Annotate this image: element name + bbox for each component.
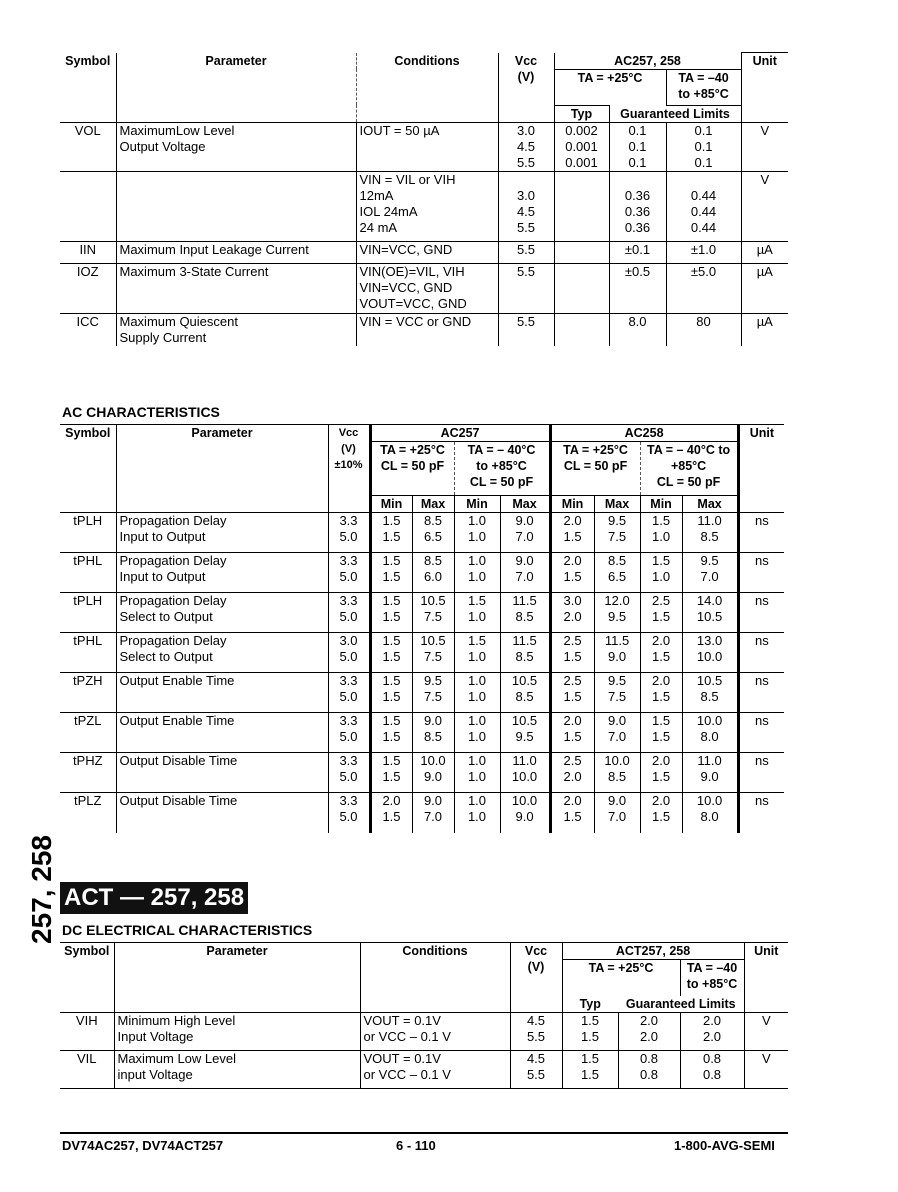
typ-cell: 0.002 0.001 0.001 bbox=[565, 122, 598, 170]
act-col-guaranteed: Guaranteed Limits bbox=[618, 996, 744, 1013]
value-cell: 2.0 1.5 bbox=[550, 553, 594, 593]
value-cell: 11.5 8.5 bbox=[500, 593, 550, 633]
vcc-cell: 5.5 bbox=[498, 313, 554, 346]
table-row bbox=[60, 713, 784, 753]
parameter-cell: Maximum Low Level input Voltage bbox=[114, 1050, 360, 1088]
symbol-cell: tPLH bbox=[60, 593, 116, 633]
ac-col-vcc: Vcc (V) ±10% bbox=[328, 425, 370, 513]
value-cell: 11.0 9.0 bbox=[682, 753, 738, 793]
limit-25c-cell: ±0.1 bbox=[609, 241, 666, 263]
symbol-cell: tPHL bbox=[60, 633, 116, 673]
value-cell: 10.0 9.0 bbox=[412, 753, 454, 793]
value-cell: 9.5 7.5 bbox=[412, 673, 454, 713]
unit-cell: ns bbox=[738, 713, 784, 753]
vcc-cell: 4.5 5.5 bbox=[510, 1012, 562, 1050]
table-row bbox=[60, 753, 784, 793]
symbol-cell: tPLH bbox=[60, 513, 116, 553]
table-row bbox=[60, 673, 784, 713]
value-cell: 2.5 1.5 bbox=[550, 633, 594, 673]
table-row bbox=[60, 593, 784, 633]
col-guaranteed: Guaranteed Limits bbox=[609, 105, 741, 122]
table-row bbox=[60, 1012, 788, 1050]
value-cell: 1.5 1.5 bbox=[370, 593, 412, 633]
value-cell: 12.0 9.5 bbox=[594, 593, 640, 633]
unit-cell: µA bbox=[756, 313, 773, 329]
symbol-cell: tPZL bbox=[60, 713, 116, 753]
value-cell: 1.0 1.0 bbox=[454, 553, 500, 593]
typ-cell bbox=[554, 263, 609, 313]
unit-cell: V bbox=[761, 1012, 771, 1028]
parameter-cell: Propagation Delay Input to Output bbox=[116, 553, 328, 593]
col-vcc: Vcc (V) bbox=[498, 53, 554, 123]
vcc-cell: 3.3 5.0 bbox=[339, 793, 358, 824]
limit-25c-cell: 2.0 2.0 bbox=[618, 1012, 680, 1050]
value-cell: 2.0 1.5 bbox=[550, 513, 594, 553]
vcc-cell: 4.5 5.5 bbox=[510, 1050, 562, 1088]
table-row bbox=[60, 793, 784, 833]
typ-cell bbox=[554, 313, 609, 346]
unit-cell: V bbox=[760, 171, 770, 187]
value-cell: 10.0 8.0 bbox=[682, 793, 738, 833]
unit-cell: ns bbox=[738, 753, 784, 793]
vcc-cell: 3.3 5.0 bbox=[339, 513, 358, 544]
unit-cell: V bbox=[761, 1050, 771, 1066]
typ-cell: 1.5 1.5 bbox=[580, 1050, 600, 1082]
table-row bbox=[60, 263, 788, 313]
value-cell: 14.0 10.5 bbox=[682, 593, 738, 633]
limit-25c-cell: 0.36 0.36 0.36 bbox=[609, 171, 666, 241]
col-ta25: TA = +25°C bbox=[554, 69, 666, 105]
dc-characteristics-table bbox=[60, 52, 788, 346]
value-cell: 9.0 7.0 bbox=[412, 793, 454, 833]
value-cell: 1.5 1.5 bbox=[370, 513, 412, 553]
table-row bbox=[60, 513, 784, 553]
act-dc-characteristics-table bbox=[60, 942, 788, 1089]
value-cell: 1.5 1.0 bbox=[454, 633, 500, 673]
value-cell: 9.0 7.0 bbox=[594, 713, 640, 753]
unit-cell: µA bbox=[756, 241, 773, 257]
footer-phone: 1-800-AVG-SEMI bbox=[674, 1138, 775, 1153]
value-cell: 1.5 1.5 bbox=[370, 753, 412, 793]
ac258-ta85: TA = – 40°C to +85°C CL = 50 pF bbox=[640, 442, 738, 496]
unit-cell: ns bbox=[738, 553, 784, 593]
vcc-cell: 3.3 5.0 bbox=[339, 673, 358, 704]
limit-25c-cell: 0.8 0.8 bbox=[618, 1050, 680, 1088]
limit-85c-cell: 0.1 0.1 0.1 bbox=[666, 122, 741, 171]
parameter-cell: Propagation Delay Select to Output bbox=[116, 593, 328, 633]
table-row bbox=[60, 171, 788, 241]
value-cell: 2.0 1.5 bbox=[550, 713, 594, 753]
limit-85c-cell: 2.0 2.0 bbox=[680, 1012, 744, 1050]
table-row bbox=[60, 633, 784, 673]
col-parameter: Parameter bbox=[116, 53, 356, 123]
value-cell: 10.5 8.5 bbox=[500, 673, 550, 713]
vcc-cell: 3.3 5.0 bbox=[339, 593, 358, 624]
side-part-label: 257, 258 bbox=[26, 835, 57, 944]
act-col-symbol: Symbol bbox=[60, 943, 114, 1013]
value-cell: 10.5 7.5 bbox=[412, 633, 454, 673]
symbol-cell: tPZH bbox=[60, 673, 116, 713]
value-cell: 1.5 1.5 bbox=[370, 633, 412, 673]
table-row bbox=[60, 313, 788, 346]
symbol-cell: ICC bbox=[60, 313, 116, 346]
typ-cell bbox=[554, 241, 609, 263]
value-cell: 9.0 8.5 bbox=[412, 713, 454, 753]
symbol-cell: VOL bbox=[60, 122, 116, 171]
conditions-cell: VIN = VIL or VIH 12mA IOL 24mA 24 mA bbox=[356, 171, 498, 241]
table-row bbox=[60, 553, 784, 593]
col-conditions: Conditions bbox=[356, 53, 498, 123]
parameter-cell bbox=[116, 171, 356, 241]
value-cell: 1.5 1.5 bbox=[640, 713, 682, 753]
value-cell: 1.0 1.0 bbox=[454, 793, 500, 833]
parameter-cell: MaximumLow Level Output Voltage bbox=[119, 122, 235, 154]
act-col-parameter: Parameter bbox=[114, 943, 360, 1013]
conditions-cell: VIN=VCC, GND bbox=[356, 241, 498, 263]
parameter-cell: Output Disable Time bbox=[116, 753, 328, 793]
value-cell: 10.5 9.5 bbox=[500, 713, 550, 753]
value-cell: 10.5 8.5 bbox=[682, 673, 738, 713]
limit-85c-cell: 0.44 0.44 0.44 bbox=[666, 171, 741, 241]
value-cell: 1.5 1.0 bbox=[454, 593, 500, 633]
parameter-cell: Propagation Delay Select to Output bbox=[116, 633, 328, 673]
value-cell: 10.0 8.0 bbox=[682, 713, 738, 753]
vcc-cell: 3.3 5.0 bbox=[339, 553, 358, 584]
limit-85c-cell: 0.8 0.8 bbox=[680, 1050, 744, 1088]
value-cell: 2.0 1.5 bbox=[550, 793, 594, 833]
ac-col-unit: Unit bbox=[738, 425, 784, 513]
conditions-cell: VIN(OE)=VIL, VIH VIN=VCC, GND VOUT=VCC, GND bbox=[356, 263, 498, 313]
parameter-cell: Maximum Input Leakage Current bbox=[119, 241, 309, 257]
vcc-cell: 3.0 5.0 bbox=[339, 633, 358, 664]
value-cell: 1.0 1.0 bbox=[454, 673, 500, 713]
symbol-cell: tPHL bbox=[60, 553, 116, 593]
parameter-cell: Propagation Delay Input to Output bbox=[116, 513, 328, 553]
value-cell: 11.5 8.5 bbox=[500, 633, 550, 673]
act-section-title: DC ELECTRICAL CHARACTERISTICS bbox=[62, 922, 313, 938]
value-cell: 9.5 7.0 bbox=[682, 553, 738, 593]
vcc-cell: 3.0 4.5 5.5 bbox=[498, 171, 554, 241]
parameter-cell: Maximum Quiescent Supply Current bbox=[119, 313, 238, 345]
col-ta85: TA = –40 to +85°C bbox=[666, 69, 741, 105]
ac258-min-25: Min bbox=[550, 496, 594, 513]
ac-col-ac258: AC258 bbox=[550, 425, 738, 442]
ac258-max-25: Max bbox=[594, 496, 640, 513]
value-cell: 2.0 1.5 bbox=[640, 673, 682, 713]
limit-25c-cell: 0.1 0.1 0.1 bbox=[609, 122, 666, 171]
unit-cell: ns bbox=[738, 793, 784, 833]
value-cell: 9.5 7.5 bbox=[594, 673, 640, 713]
value-cell: 2.0 1.5 bbox=[640, 753, 682, 793]
limit-85c-cell: ±5.0 bbox=[666, 263, 741, 313]
unit-cell: V bbox=[760, 122, 770, 138]
limit-25c-cell: 8.0 bbox=[609, 313, 666, 346]
value-cell: 10.0 8.5 bbox=[594, 753, 640, 793]
typ-cell: 1.5 1.5 bbox=[580, 1012, 600, 1044]
act-col-group: ACT257, 258 bbox=[562, 943, 744, 960]
symbol-cell: tPHZ bbox=[60, 753, 116, 793]
value-cell: 1.0 1.0 bbox=[454, 513, 500, 553]
value-cell: 2.5 2.0 bbox=[550, 753, 594, 793]
limit-85c-cell: 80 bbox=[666, 313, 741, 346]
value-cell: 8.5 6.5 bbox=[594, 553, 640, 593]
ac257-max-85: Max bbox=[500, 496, 550, 513]
value-cell: 9.0 7.0 bbox=[500, 553, 550, 593]
symbol-cell: IIN bbox=[60, 241, 116, 263]
value-cell: 10.0 9.0 bbox=[500, 793, 550, 833]
act-col-ta85: TA = –40 to +85°C bbox=[680, 960, 744, 996]
value-cell: 11.0 8.5 bbox=[682, 513, 738, 553]
ac258-min-85: Min bbox=[640, 496, 682, 513]
value-cell: 9.0 7.0 bbox=[500, 513, 550, 553]
act-col-conditions: Conditions bbox=[360, 943, 510, 1013]
ac-section-title: AC CHARACTERISTICS bbox=[62, 404, 220, 420]
vcc-cell: 3.0 4.5 5.5 bbox=[498, 122, 554, 171]
value-cell: 8.5 6.0 bbox=[412, 553, 454, 593]
value-cell: 10.5 7.5 bbox=[412, 593, 454, 633]
unit-cell: ns bbox=[738, 593, 784, 633]
ac257-ta25: TA = +25°C CL = 50 pF bbox=[370, 442, 454, 496]
symbol-cell bbox=[60, 171, 116, 241]
value-cell: 1.5 1.5 bbox=[370, 713, 412, 753]
value-cell: 1.0 1.0 bbox=[454, 753, 500, 793]
ac-col-symbol: Symbol bbox=[60, 425, 116, 513]
table-row bbox=[60, 241, 788, 263]
act-col-unit: Unit bbox=[754, 944, 779, 958]
footer-part-numbers: DV74AC257, DV74ACT257 bbox=[62, 1138, 224, 1153]
footer-rule bbox=[60, 1132, 788, 1134]
value-cell: 9.5 7.5 bbox=[594, 513, 640, 553]
vcc-cell: 3.3 5.0 bbox=[339, 713, 358, 744]
unit-cell: ns bbox=[738, 513, 784, 553]
act-col-typ: Typ bbox=[579, 996, 601, 1011]
conditions-cell: VOUT = 0.1V or VCC – 0.1 V bbox=[360, 1050, 510, 1088]
ac-col-parameter: Parameter bbox=[116, 425, 328, 513]
table-row bbox=[60, 122, 788, 171]
conditions-cell: VIN = VCC or GND bbox=[356, 313, 498, 346]
ac257-max-25: Max bbox=[412, 496, 454, 513]
value-cell: 1.5 1.0 bbox=[640, 513, 682, 553]
value-cell: 8.5 6.5 bbox=[412, 513, 454, 553]
vcc-cell: 3.3 5.0 bbox=[339, 753, 358, 784]
ac257-ta85: TA = – 40°C to +85°C CL = 50 pF bbox=[454, 442, 550, 496]
value-cell: 2.0 1.5 bbox=[640, 793, 682, 833]
ac257-min-25: Min bbox=[370, 496, 412, 513]
ac258-max-85: Max bbox=[682, 496, 738, 513]
conditions-cell: VOUT = 0.1V or VCC – 0.1 V bbox=[360, 1012, 510, 1050]
table-row bbox=[60, 1050, 788, 1088]
parameter-cell: Maximum 3-State Current bbox=[119, 263, 269, 279]
value-cell: 9.0 7.0 bbox=[594, 793, 640, 833]
conditions-cell: IOUT = 50 µA bbox=[356, 122, 498, 171]
value-cell: 1.0 1.0 bbox=[454, 713, 500, 753]
parameter-cell: Minimum High Level Input Voltage bbox=[114, 1012, 360, 1050]
col-group: AC257, 258 bbox=[554, 53, 741, 70]
value-cell: 2.0 1.5 bbox=[370, 793, 412, 833]
act-col-vcc: Vcc (V) bbox=[510, 943, 562, 1013]
vcc-cell: 5.5 bbox=[498, 263, 554, 313]
value-cell: 11.0 10.0 bbox=[500, 753, 550, 793]
value-cell: 1.5 1.5 bbox=[370, 673, 412, 713]
parameter-cell: Output Disable Time bbox=[116, 793, 328, 833]
symbol-cell: VIL bbox=[60, 1050, 114, 1088]
unit-cell: µA bbox=[756, 263, 773, 279]
symbol-cell: VIH bbox=[60, 1012, 114, 1050]
value-cell: 2.0 1.5 bbox=[640, 633, 682, 673]
value-cell: 11.5 9.0 bbox=[594, 633, 640, 673]
unit-cell: ns bbox=[738, 673, 784, 713]
value-cell: 1.5 1.5 bbox=[370, 553, 412, 593]
typ-cell bbox=[554, 171, 609, 241]
footer-page-number: 6 - 110 bbox=[396, 1138, 436, 1153]
vcc-cell: 5.5 bbox=[498, 241, 554, 263]
limit-85c-cell: ±1.0 bbox=[666, 241, 741, 263]
value-cell: 13.0 10.0 bbox=[682, 633, 738, 673]
symbol-cell: tPLZ bbox=[60, 793, 116, 833]
value-cell: 3.0 2.0 bbox=[550, 593, 594, 633]
col-unit: Unit bbox=[741, 53, 788, 123]
parameter-cell: Output Enable Time bbox=[116, 673, 328, 713]
unit-cell: ns bbox=[738, 633, 784, 673]
col-symbol: Symbol bbox=[60, 53, 116, 123]
act-banner: ACT — 257, 258 bbox=[60, 882, 248, 914]
act-col-ta25: TA = +25°C bbox=[562, 960, 680, 996]
symbol-cell: IOZ bbox=[60, 263, 116, 313]
col-typ: Typ bbox=[554, 105, 609, 122]
value-cell: 2.5 1.5 bbox=[550, 673, 594, 713]
parameter-cell: Output Enable Time bbox=[116, 713, 328, 753]
value-cell: 1.5 1.0 bbox=[640, 553, 682, 593]
ac-characteristics-table bbox=[60, 424, 784, 833]
value-cell: 2.5 1.5 bbox=[640, 593, 682, 633]
ac257-min-85: Min bbox=[454, 496, 500, 513]
limit-25c-cell: ±0.5 bbox=[609, 263, 666, 313]
ac-col-ac257: AC257 bbox=[370, 425, 550, 442]
ac258-ta25: TA = +25°C CL = 50 pF bbox=[550, 442, 640, 496]
